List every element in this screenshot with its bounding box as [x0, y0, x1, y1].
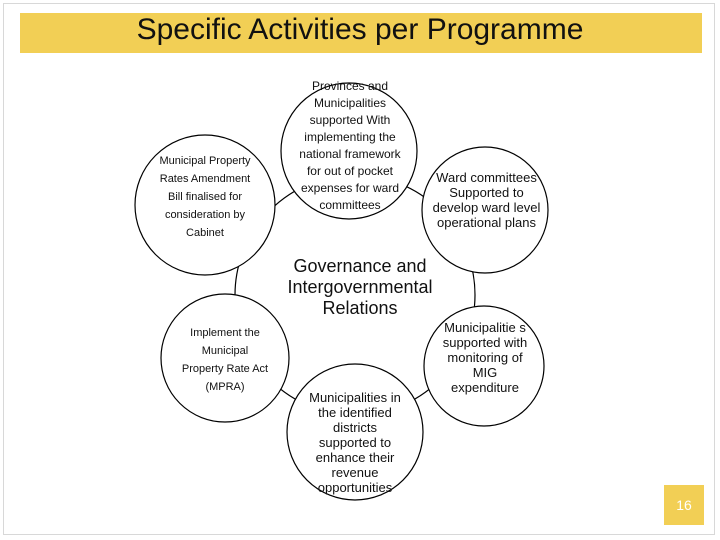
node-label-ward: Ward committees Supported to develop ward level operational plans: [432, 170, 541, 230]
page-number: 16: [676, 497, 692, 513]
center-label: Governance and Intergovernmental Relations: [287, 256, 433, 318]
slide-title: Specific Activities per Programme: [136, 13, 584, 46]
node-label-mig: Municipalitie s supported with monitoring of MIG expenditure: [442, 320, 528, 395]
node-label-provinces: Provinces and Municipalities supported With implementing the national framework for out of pocket expenses for ward committees: [299, 79, 401, 212]
node-label-mpra: Implement the Municipal Property Rate Act (MPRA): [181, 327, 269, 393]
node-label-revenue: Municipalities in the identified districts supported to enhance their revenue opportunities: [309, 390, 401, 495]
node-label-rates: Municipal Property Rates Amendment Bill finalised for consideration by Cabinet: [159, 155, 251, 239]
